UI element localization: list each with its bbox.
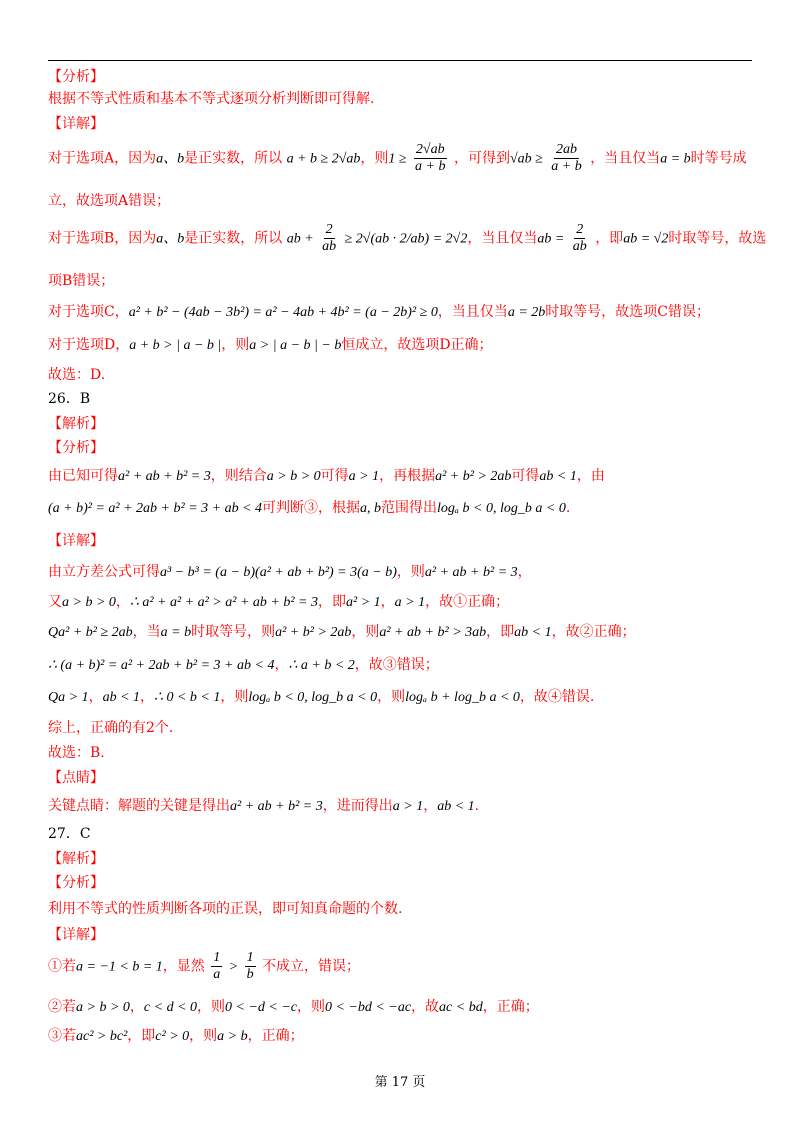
item-2: ②若a > b > 0，c < d < 0，则0 < −d < −c，则0 < −bd < −ac，故ac < bd，正确； <box>48 999 539 1015</box>
heading-solution: 【解析】 <box>48 416 104 432</box>
option-a-line: 对于选项A，因为a、b是正实数，所以 a + b ≥ 2√ab，则1 ≥ $\frac{2√ab}{a + b}$ ，可得到√ab ≥ $\frac{2ab}{a + b}$ ，当且仅当a = b时等号成 <box>48 142 747 174</box>
option-c-line: 对于选项C，a² + b² − (4ab − 3b²) = a² − 4ab + 4b² = (a − 2b)² ≥ 0，当且仅当a = 2b时取等号，故选项C错误； <box>48 304 710 320</box>
question-26-answer: 26．B <box>48 391 91 407</box>
answer-25: 故选：D. <box>48 367 106 383</box>
analysis-27: 利用不等式的性质判断各项的正误，即可知真命题的个数. <box>48 901 403 917</box>
heading-analysis: 【分析】 <box>48 440 104 456</box>
option-a-conclusion: 立，故选项A错误； <box>48 193 171 209</box>
fraction: $\frac{2}{ab}$ <box>322 222 337 254</box>
detail-26-line2: 又a > b > 0，∴ a² + a² + a² > a² + ab + b² = 3，即a² > 1，a > 1，故①正确； <box>48 594 510 610</box>
header-rule <box>48 60 752 61</box>
heading-detail: 【详解】 <box>48 116 104 132</box>
analysis-26-line1: 由已知可得a² + ab + b² = 3，则结合a > b > 0可得a > 1，再根据a² + b² > 2ab可得ab < 1，由 <box>48 468 605 484</box>
detail-26-line1: 由立方差公式可得a³ − b³ = (a − b)(a² + ab + b²) = 3(a − b)，则a² + ab + b² = 3， <box>48 564 532 580</box>
fraction: $\frac{1}{a}$ <box>213 950 221 982</box>
detail-26-line5: Qa > 1，ab < 1，∴ 0 < b < 1，则logₐ b < 0, log_b a < 0，则logₐ b + log_b a < 0，故④错误. <box>48 689 595 705</box>
heading-detail: 【详解】 <box>48 533 104 549</box>
fraction: $\frac{2ab}{a + b}$ <box>551 142 582 174</box>
heading-analysis: 【分析】 <box>48 69 104 85</box>
heading-key-point: 【点睛】 <box>48 770 104 786</box>
summary-26: 综上，正确的有2个. <box>48 720 174 736</box>
detail-26-line3: Qa² + b² ≥ 2ab，当a = b时取等号，则a² + b² > 2ab，则a² + ab + b² > 3ab，即ab < 1，故②正确； <box>48 624 636 640</box>
heading-analysis: 【分析】 <box>48 875 104 891</box>
key-point-text: 关键点睛：解题的关键是得出a² + ab + b² = 3，进而得出a > 1，ab < 1. <box>48 798 480 814</box>
fraction: $\frac{2}{ab}$ <box>572 222 587 254</box>
heading-detail: 【详解】 <box>48 927 104 943</box>
fraction: $\frac{2√ab}{a + b}$ <box>415 142 446 174</box>
analysis-text: 根据不等式性质和基本不等式逐项分析判断即可得解. <box>48 91 375 107</box>
item-3: ③若ac² > bc²，即c² > 0，则a > b，正确； <box>48 1028 304 1044</box>
option-b-line: 对于选项B，因为a、b是正实数，所以 ab + $\frac{2}{ab}$ ≥ 2√(ab · 2/ab) = 2√2，当且仅当ab = $\frac{2}{ab}$ ，即ab = √2时取等号，故选 <box>48 222 767 254</box>
answer-26: 故选：B. <box>48 745 105 761</box>
page-number: 第 17 页 <box>374 1075 426 1090</box>
option-d-line: 对于选项D，a + b > | a − b |，则a > | a − b | − b恒成立，故选项D正确； <box>48 337 493 353</box>
analysis-26-line2: (a + b)² = a² + 2ab + b² = 3 + ab < 4可判断③，根据a, b范围得出logₐ b < 0, log_b a < 0. <box>48 500 571 516</box>
question-27-answer: 27．C <box>48 826 91 842</box>
option-b-conclusion: 项B错误； <box>48 273 115 289</box>
item-1: ①若a = −1 < b = 1，显然 $\frac{1}{a}$ > $\frac{1}{b}$ 不成立，错误； <box>48 950 361 982</box>
heading-solution: 【解析】 <box>48 851 104 867</box>
detail-26-line4: ∴ (a + b)² = a² + 2ab + b² = 3 + ab < 4，∴ a + b < 2，故③错误； <box>48 657 439 673</box>
fraction: $\frac{1}{b}$ <box>246 950 254 982</box>
